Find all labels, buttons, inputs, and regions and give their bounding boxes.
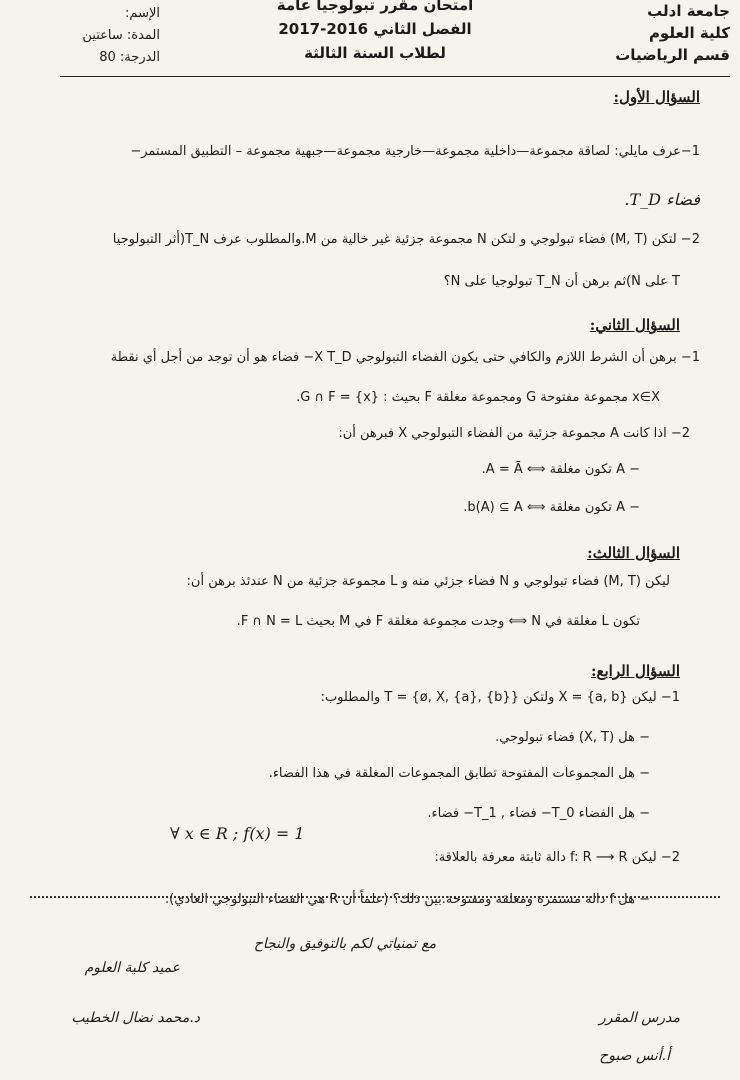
- q1-item2-line1: 2− لتكن (M, T) فضاء تبولوجي و لتكن N مجموعة جزئية غير خالية من M.والمطلوب عرف T_N(أثر التبولوجيا: [112, 232, 700, 247]
- q1-item2-line2: T على N)ثم برهن أن T_N تبولوجيا على N؟: [443, 274, 680, 289]
- q4-item2-a: − هل f دالة مستمرة ومغلقة ومفتوحة.بين ذلك؟ (علماً أن R هي الفضاء التبولوجي العادي).: [165, 892, 650, 907]
- q2-item2-line1: 2− اذا كانت A مجموعة جزئية من الفضاء التبولوجي X فبرهن أن:: [338, 426, 690, 441]
- dotted-divider: [30, 896, 720, 898]
- q3-line2: تكون L مغلقة في N ⟺ وجدت مجموعة مغلقة F في M بحيث F ∩ N = L.: [236, 614, 640, 629]
- faculty-name: كلية العلوم: [648, 24, 730, 42]
- q4-title: السؤال الرابع:: [590, 662, 680, 680]
- q4-item2-formula: ∀ x ∈ R ; f(x) = 1: [170, 824, 305, 843]
- teacher-name: أ.أنس صبوح: [599, 1048, 670, 1064]
- university-name: جامعة ادلب: [647, 2, 730, 20]
- q1-item1-line1: 1−عرف مايلي: لصاقة مجموعة—داخلية مجموعة—خارجية مجموعة—جبهية مجموعة – التطبيق المستمر−: [130, 144, 700, 159]
- q4-item1-c: − هل الفضاء T_0− فضاء , T_1− فضاء.: [427, 806, 650, 821]
- department-name: قسم الرياضيات: [615, 46, 730, 64]
- wishes: مع تمنياتي لكم بالتوفيق والنجاح: [253, 936, 437, 952]
- q2-item2-a: − A تكون مغلقة ⟺ A = Ā.: [481, 462, 640, 477]
- dean-name: د.محمد نضال الخطيب: [71, 1010, 200, 1026]
- q4-item1-b: − هل المجموعات المفتوحة تطابق المجموعات المغلقة في هذا الفضاء.: [268, 766, 650, 781]
- students: لطلاب السنة الثالثة: [304, 44, 446, 62]
- q3-line1: ليكن (M, T) فضاء تبولوجي و N فضاء جزئي منه و L مجموعة جزئية من N عندئذ برهن أن:: [186, 574, 670, 589]
- grade: الدرجة: 80: [99, 50, 160, 65]
- q2-item2-b: − A تكون مغلقة ⟺ b(A) ⊆ A.: [463, 500, 640, 515]
- q4-item1-a: − هل (X, T) فضاء تبولوجي.: [495, 730, 650, 745]
- q1-title: السؤال الأول:: [613, 88, 700, 106]
- q2-item1-line2: x∈X مجموعة مفتوحة G ومجموعة مغلقة F بحيث : {x} = G ∩ F.: [296, 390, 660, 405]
- duration: المدة: ساعتين: [82, 28, 160, 43]
- q2-title: السؤال الثاني:: [589, 316, 680, 334]
- dean-title: عميد كلية العلوم: [84, 960, 180, 976]
- semester: الفصل الثاني 2016-2017: [278, 20, 472, 38]
- exam-title: امتحان مقرر تبولوجيا عامة: [276, 0, 474, 14]
- q1-item1-line2: فضاء T_D.: [624, 190, 700, 209]
- header-divider: [60, 76, 730, 77]
- q4-item2: 2− ليكن f: R ⟶ R دالة ثابتة معرفة بالعلاقة:: [434, 850, 680, 865]
- teacher-title: مدرس المقرر: [599, 1010, 680, 1026]
- name-label: الإسم:: [125, 6, 160, 21]
- q3-title: السؤال الثالث:: [587, 544, 680, 562]
- q4-item1: 1− ليكن X = {a, b} ولتكن T = {ø, X, {a}, {b}} والمطلوب:: [320, 690, 680, 705]
- q2-item1-line1: 1− برهن أن الشرط اللازم والكافي حتى يكون الفضاء التبولوجي X T_D− فضاء هو أن توجد من أجل أي نقطة: [110, 350, 700, 365]
